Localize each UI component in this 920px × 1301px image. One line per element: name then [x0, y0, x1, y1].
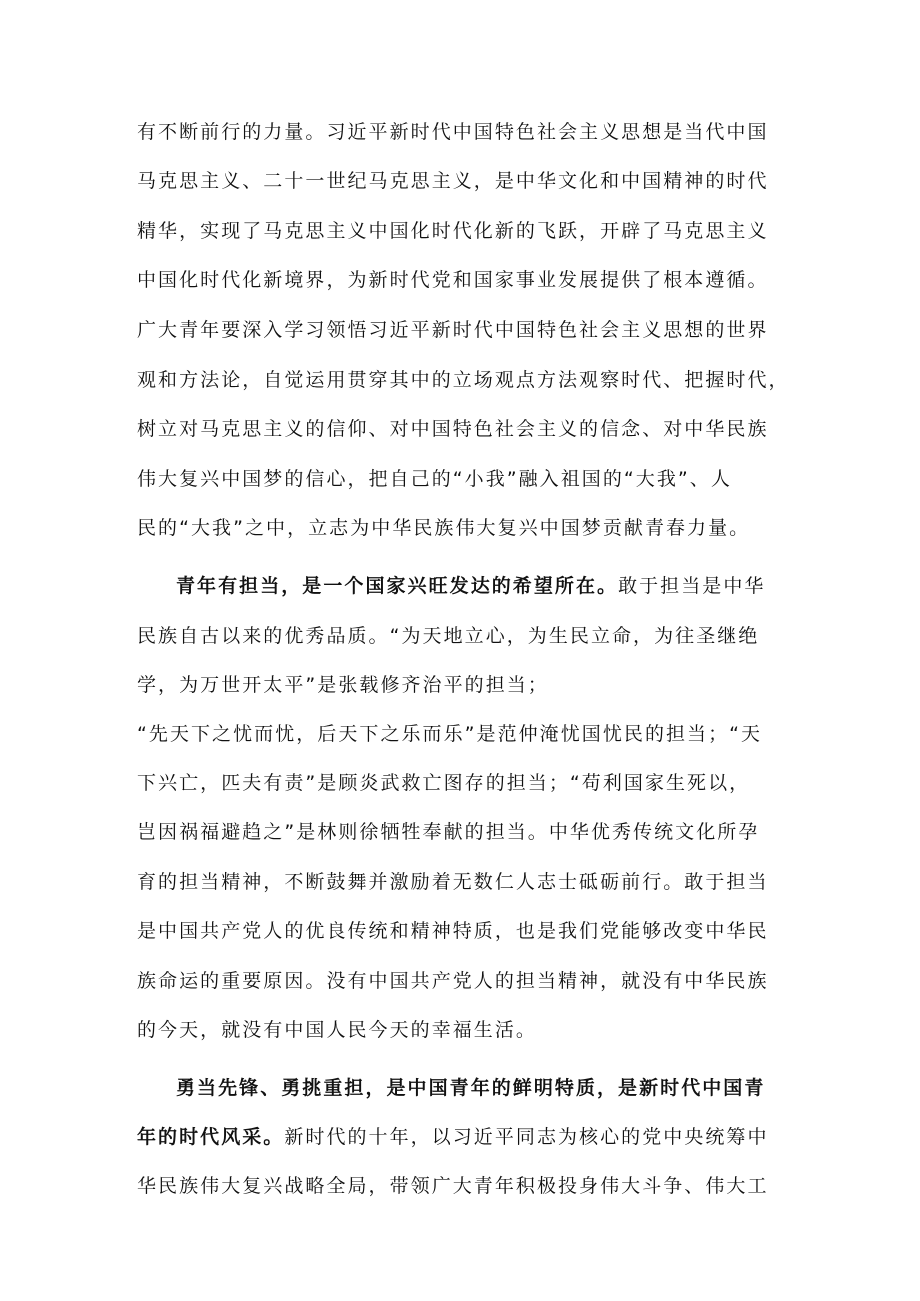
text-line: 学，为万世开太平”是张载修齐治平的担当； [137, 674, 549, 696]
text-line: 马克思主义、二十一世纪马克思主义，是中华文化和中国精神的时代 [137, 170, 769, 192]
text-line: 树立对马克思主义的信仰、对中国特色社会主义的信念、对中华民族 [137, 418, 769, 440]
text-line: 观和方法论，自觉运用贯穿其中的立场观点方法观察时代、把握时代， [137, 369, 790, 391]
text-line: 精华，实现了马克思主义中国化时代化新的飞跃，开辟了马克思主义 [137, 220, 769, 242]
text-line: 族命运的重要原因。没有中国共产党人的担当精神，就没有中华民族 [137, 970, 769, 992]
text-line: 有不断前行的力量。习近平新时代中国特色社会主义思想是当代中国 [137, 121, 769, 143]
text-line: 的今天，就没有中国人民今天的幸福生活。 [137, 1019, 537, 1041]
bold-lead-sentence: 青年有担当，是一个国家兴旺发达的希望所在。 [176, 575, 619, 597]
text-line: 下兴亡，匹夫有责”是顾炎武救亡图存的担当；“苟利国家生死以， [137, 772, 751, 794]
text-line: 华民族伟大复兴战略全局，带领广大青年积极投身伟大斗争、伟大工 [137, 1175, 769, 1197]
text-line: 中国化时代化新境界，为新时代党和国家事业发展提供了根本遵循。 [137, 269, 769, 291]
text-line: 民的“大我”之中，立志为中华民族伟大复兴中国梦贡献青春力量。 [137, 517, 751, 539]
text-line: “先天下之忧而忧，后天下之乐而乐”是范仲淹忧国忧民的担当；“天 [137, 723, 763, 745]
text-line-first [176, 574, 797, 598]
line-rest: 敢于担当是中华 [618, 575, 766, 597]
text-line: 岂因祸福避趋之”是林则徐牺牲奉献的担当。中华优秀传统文化所孕 [137, 821, 760, 843]
bold-lead-sentence: 年的时代风采。 [137, 1126, 285, 1148]
text-line [137, 1125, 797, 1149]
text-line: 是中国共产党人的优良传统和精神特质，也是我们党能够改变中华民 [137, 920, 769, 942]
line-rest: 新时代的十年，以习近平同志为核心的党中央统筹中 [284, 1126, 769, 1148]
text-line-first-bold: 勇当先锋、勇挑重担，是中国青年的鲜明特质，是新时代中国青 [176, 1077, 766, 1099]
text-line: 广大青年要深入学习领悟习近平新时代中国特色社会主义思想的世界 [137, 319, 769, 341]
text-line: 育的担当精神，不断鼓舞并激励着无数仁人志士砥砺前行。敢于担当 [137, 871, 769, 893]
text-line: 伟大复兴中国梦的信心，把自己的“小我”融入祖国的“大我”、人 [137, 468, 732, 490]
text-line: 民族自古以来的优秀品质。“为天地立心，为生民立命，为往圣继绝 [137, 625, 760, 647]
